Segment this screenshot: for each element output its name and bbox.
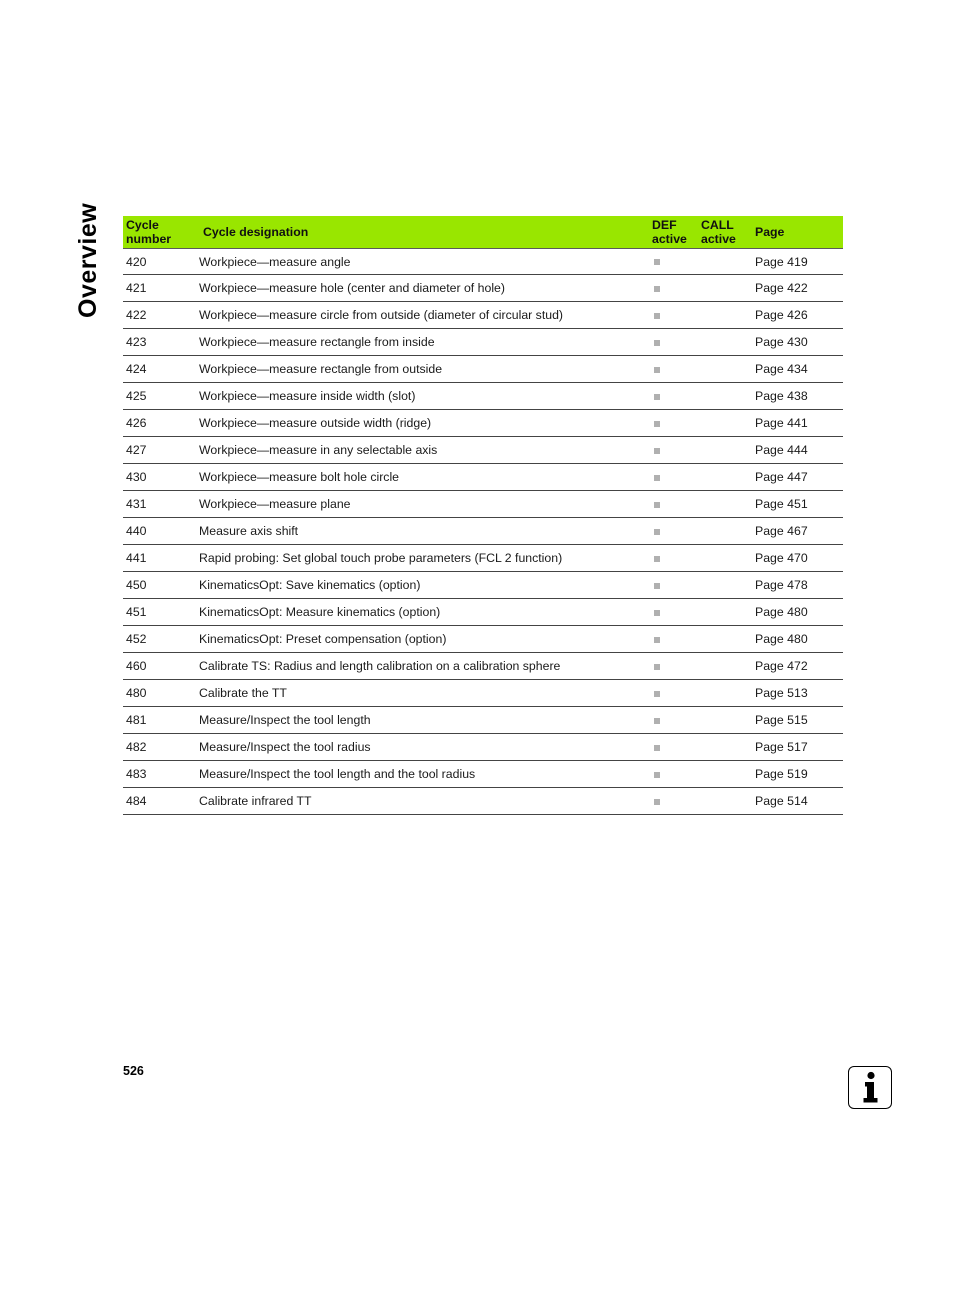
table-row <box>123 302 843 329</box>
def-active-cell <box>649 383 698 410</box>
call-active-cell <box>698 329 746 356</box>
def-active-cell <box>649 788 698 815</box>
call-active-cell <box>698 572 746 599</box>
call-active-cell <box>698 491 746 518</box>
header-cycle-number-line2: number <box>126 232 172 246</box>
call-active-cell <box>698 302 746 329</box>
def-active-cell <box>649 410 698 437</box>
cycle-number-cell: 426 <box>123 410 193 437</box>
section-heading-overview: Overview <box>74 202 102 318</box>
page-reference-cell: Page 422 <box>746 275 843 302</box>
header-page: Page <box>746 216 843 249</box>
table-row <box>123 572 843 599</box>
table-header-row <box>123 216 843 249</box>
def-active-cell <box>649 653 698 680</box>
info-icon <box>848 1066 892 1109</box>
cycle-designation-cell: Workpiece—measure plane <box>193 491 649 518</box>
cycle-designation-cell: Workpiece—measure angle <box>193 249 649 275</box>
def-active-marker-icon <box>654 448 660 454</box>
cycle-number-cell: 420 <box>123 249 193 275</box>
page-reference-cell: Page 451 <box>746 491 843 518</box>
header-call-active-line2: active <box>701 232 736 246</box>
cycle-number-cell: 423 <box>123 329 193 356</box>
cycle-designation-cell: Calibrate infrared TT <box>193 788 649 815</box>
page-reference-cell: Page 426 <box>746 302 843 329</box>
def-active-marker-icon <box>654 718 660 724</box>
cycle-designation-cell: Workpiece—measure hole (center and diameter of hole) <box>193 275 649 302</box>
page-reference-cell: Page 519 <box>746 761 843 788</box>
page-reference-cell: Page 441 <box>746 410 843 437</box>
header-cycle-number <box>123 216 193 249</box>
table-row <box>123 680 843 707</box>
call-active-cell <box>698 680 746 707</box>
call-active-cell <box>698 734 746 761</box>
table-row <box>123 626 843 653</box>
call-active-cell <box>698 275 746 302</box>
table-row <box>123 707 843 734</box>
cycle-number-cell: 424 <box>123 356 193 383</box>
cycle-number-cell: 480 <box>123 680 193 707</box>
page-reference-cell: Page 447 <box>746 464 843 491</box>
page-reference-cell: Page 419 <box>746 249 843 275</box>
cycle-designation-cell: Workpiece—measure inside width (slot) <box>193 383 649 410</box>
page-reference-cell: Page 480 <box>746 626 843 653</box>
cycle-designation-cell: Workpiece—measure bolt hole circle <box>193 464 649 491</box>
cycle-overview-table-container <box>123 216 843 815</box>
def-active-cell <box>649 599 698 626</box>
cycle-number-cell: 452 <box>123 626 193 653</box>
cycle-overview-table <box>123 216 843 815</box>
def-active-marker-icon <box>654 691 660 697</box>
cycle-designation-cell: Workpiece—measure rectangle from inside <box>193 329 649 356</box>
table-row <box>123 249 843 275</box>
page-number: 526 <box>123 1064 144 1078</box>
def-active-cell <box>649 329 698 356</box>
call-active-cell <box>698 707 746 734</box>
cycle-designation-cell: Measure/Inspect the tool length <box>193 707 649 734</box>
def-active-marker-icon <box>654 475 660 481</box>
table-row <box>123 599 843 626</box>
def-active-cell <box>649 275 698 302</box>
def-active-cell <box>649 464 698 491</box>
def-active-marker-icon <box>654 772 660 778</box>
cycle-number-cell: 430 <box>123 464 193 491</box>
table-row <box>123 329 843 356</box>
cycle-number-cell: 483 <box>123 761 193 788</box>
header-call-active <box>698 216 746 249</box>
call-active-cell <box>698 464 746 491</box>
page-reference-cell: Page 434 <box>746 356 843 383</box>
table-row <box>123 734 843 761</box>
def-active-cell <box>649 707 698 734</box>
header-def-active-line1: DEF <box>652 218 677 232</box>
call-active-cell <box>698 545 746 572</box>
call-active-cell <box>698 383 746 410</box>
cycle-designation-cell: Workpiece—measure circle from outside (diameter of circular stud) <box>193 302 649 329</box>
table-row <box>123 437 843 464</box>
cycle-number-cell: 427 <box>123 437 193 464</box>
def-active-cell <box>649 302 698 329</box>
def-active-marker-icon <box>654 286 660 292</box>
cycle-designation-cell: Calibrate TS: Radius and length calibration on a calibration sphere <box>193 653 649 680</box>
call-active-cell <box>698 518 746 545</box>
cycle-designation-cell: Measure/Inspect the tool radius <box>193 734 649 761</box>
def-active-marker-icon <box>654 529 660 535</box>
call-active-cell <box>698 356 746 383</box>
def-active-marker-icon <box>654 637 660 643</box>
cycle-designation-cell: KinematicsOpt: Preset compensation (option) <box>193 626 649 653</box>
page-reference-cell: Page 430 <box>746 329 843 356</box>
table-row <box>123 464 843 491</box>
page-reference-cell: Page 480 <box>746 599 843 626</box>
def-active-marker-icon <box>654 799 660 805</box>
def-active-marker-icon <box>654 502 660 508</box>
def-active-cell <box>649 761 698 788</box>
table-row <box>123 275 843 302</box>
table-body <box>123 249 843 815</box>
call-active-cell <box>698 788 746 815</box>
header-cycle-number-line1: Cycle <box>126 218 159 232</box>
def-active-marker-icon <box>654 664 660 670</box>
cycle-designation-cell: KinematicsOpt: Measure kinematics (option) <box>193 599 649 626</box>
def-active-cell <box>649 734 698 761</box>
page-reference-cell: Page 513 <box>746 680 843 707</box>
table-row <box>123 383 843 410</box>
page-reference-cell: Page 472 <box>746 653 843 680</box>
cycle-number-cell: 421 <box>123 275 193 302</box>
def-active-cell <box>649 545 698 572</box>
def-active-marker-icon <box>654 583 660 589</box>
def-active-marker-icon <box>654 745 660 751</box>
def-active-marker-icon <box>654 556 660 562</box>
def-active-cell <box>649 572 698 599</box>
def-active-marker-icon <box>654 340 660 346</box>
cycle-designation-cell: Workpiece—measure in any selectable axis <box>193 437 649 464</box>
table-row <box>123 788 843 815</box>
cycle-number-cell: 451 <box>123 599 193 626</box>
def-active-cell <box>649 626 698 653</box>
def-active-marker-icon <box>654 313 660 319</box>
cycle-number-cell: 422 <box>123 302 193 329</box>
cycle-designation-cell: Workpiece—measure outside width (ridge) <box>193 410 649 437</box>
def-active-marker-icon <box>654 367 660 373</box>
page-reference-cell: Page 478 <box>746 572 843 599</box>
page-reference-cell: Page 444 <box>746 437 843 464</box>
call-active-cell <box>698 599 746 626</box>
cycle-designation-cell: Measure axis shift <box>193 518 649 545</box>
cycle-number-cell: 425 <box>123 383 193 410</box>
call-active-cell <box>698 761 746 788</box>
cycle-number-cell: 440 <box>123 518 193 545</box>
table-row <box>123 518 843 545</box>
call-active-cell <box>698 249 746 275</box>
cycle-number-cell: 484 <box>123 788 193 815</box>
def-active-marker-icon <box>654 259 660 265</box>
cycle-designation-cell: Workpiece—measure rectangle from outside <box>193 356 649 383</box>
table-row <box>123 545 843 572</box>
header-def-active <box>649 216 698 249</box>
cycle-number-cell: 431 <box>123 491 193 518</box>
page-reference-cell: Page 517 <box>746 734 843 761</box>
cycle-designation-cell: KinematicsOpt: Save kinematics (option) <box>193 572 649 599</box>
call-active-cell <box>698 437 746 464</box>
cycle-designation-cell: Rapid probing: Set global touch probe parameters (FCL 2 function) <box>193 545 649 572</box>
def-active-marker-icon <box>654 394 660 400</box>
def-active-cell <box>649 491 698 518</box>
def-active-cell <box>649 356 698 383</box>
call-active-cell <box>698 410 746 437</box>
def-active-cell <box>649 249 698 275</box>
page-reference-cell: Page 515 <box>746 707 843 734</box>
call-active-cell <box>698 653 746 680</box>
cycle-number-cell: 482 <box>123 734 193 761</box>
def-active-marker-icon <box>654 421 660 427</box>
info-icon-glyph <box>849 1067 890 1107</box>
page-reference-cell: Page 438 <box>746 383 843 410</box>
def-active-cell <box>649 518 698 545</box>
call-active-cell <box>698 626 746 653</box>
page-reference-cell: Page 470 <box>746 545 843 572</box>
header-call-active-line1: CALL <box>701 218 734 232</box>
cycle-number-cell: 441 <box>123 545 193 572</box>
cycle-number-cell: 481 <box>123 707 193 734</box>
def-active-cell <box>649 680 698 707</box>
def-active-cell <box>649 437 698 464</box>
cycle-designation-cell: Measure/Inspect the tool length and the tool radius <box>193 761 649 788</box>
page-reference-cell: Page 514 <box>746 788 843 815</box>
def-active-marker-icon <box>654 610 660 616</box>
table-row <box>123 653 843 680</box>
page-reference-cell: Page 467 <box>746 518 843 545</box>
cycle-number-cell: 460 <box>123 653 193 680</box>
header-cycle-designation: Cycle designation <box>193 216 649 249</box>
cycle-designation-cell: Calibrate the TT <box>193 680 649 707</box>
table-row <box>123 491 843 518</box>
header-def-active-line2: active <box>652 232 687 246</box>
cycle-number-cell: 450 <box>123 572 193 599</box>
table-row <box>123 356 843 383</box>
table-row <box>123 761 843 788</box>
table-row <box>123 410 843 437</box>
